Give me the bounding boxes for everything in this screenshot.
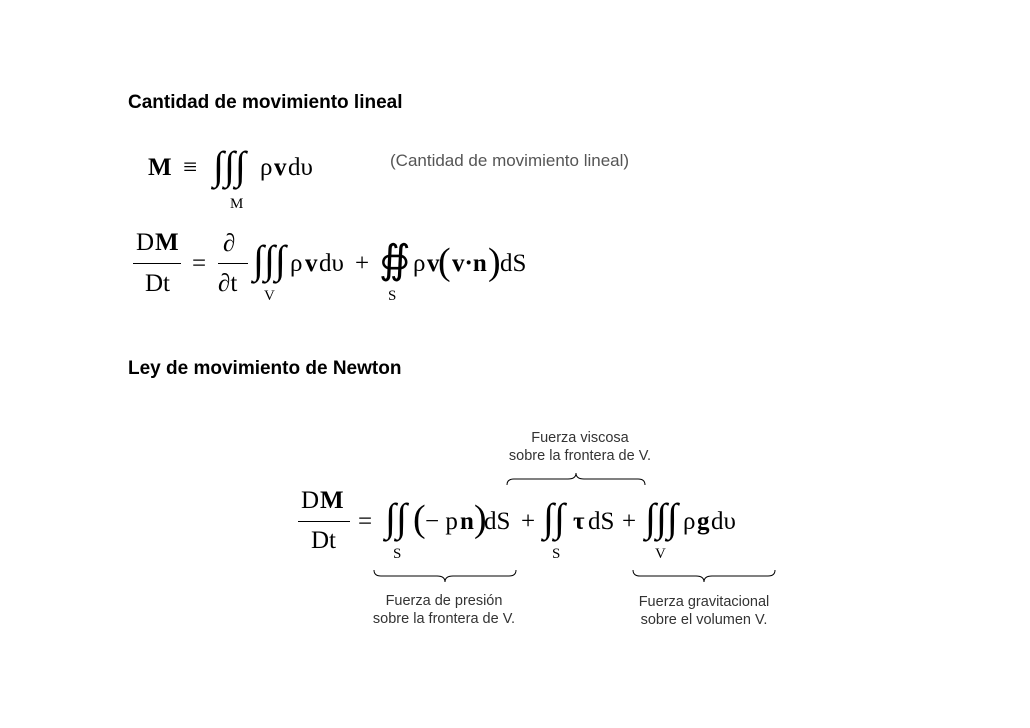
eq2-partial-den: ∂t <box>218 270 238 297</box>
eqN-den-Dt: Dt <box>311 527 336 554</box>
caption-viscous-line2: sobre la frontera de V. <box>508 448 652 464</box>
eq2-term1-rho: ρ <box>290 250 303 277</box>
eq2-term2-vdotn: v·n <box>452 250 487 277</box>
eq2-plus: + <box>355 250 370 277</box>
eqN-gravity-dv: dυ <box>711 508 736 535</box>
eq2-paren-open: ( <box>438 241 451 283</box>
eqN-equals: = <box>358 508 373 535</box>
eq2-num-M: M <box>155 229 179 256</box>
eq1-dv: dυ <box>288 154 313 181</box>
eq1-rho: ρ <box>260 154 273 181</box>
eq2-triple-integral-icon: ∫∫∫ <box>253 237 286 282</box>
section-heading-linear-momentum: Cantidad de movimiento lineal <box>128 92 403 113</box>
eq2-term2-domain-S: S <box>388 288 397 304</box>
eq1-lhs-M: M <box>148 154 172 181</box>
eqN-viscous-integral-icon: ∫∫ <box>543 495 565 540</box>
caption-viscous-line1: Fuerza viscosa <box>531 430 629 446</box>
eqN-pressure-integral-icon: ∫∫ <box>385 495 407 540</box>
eq2-partial-num: ∂ <box>223 230 236 257</box>
brace-pressure-icon <box>373 569 517 583</box>
eq2-den-Dt: Dt <box>145 270 170 297</box>
eqN-pressure-n: n <box>460 508 474 535</box>
eqN-plus1: + <box>521 508 536 535</box>
brace-gravity-icon <box>632 569 776 583</box>
caption-gravity-force <box>604 593 804 629</box>
eq2-fraction-bar <box>133 263 181 264</box>
eq2-term1-v: v <box>305 250 318 277</box>
brace-viscous-icon <box>506 472 646 486</box>
eqN-paren-close: ) <box>474 498 487 540</box>
eq1-triple-integral-icon: ∫∫∫ <box>213 143 246 188</box>
eqN-num-M: M <box>320 487 344 514</box>
eqN-num-D: D <box>301 487 320 514</box>
eq2-paren-close: ) <box>488 241 501 283</box>
eq2-partial-bar <box>218 263 248 264</box>
eq2-term1-domain-V: V <box>264 288 275 304</box>
eq1-equiv-sign: ≡ <box>183 154 198 181</box>
eq1-domain-M: M <box>230 196 244 212</box>
eqN-viscous-domain-S: S <box>552 546 561 562</box>
eqN-pressure-domain-S: S <box>393 546 402 562</box>
eqN-pressure-minus-p: − p <box>425 508 458 535</box>
eq1-note: (Cantidad de movimiento lineal) <box>390 151 630 170</box>
eq2-term1-dv: dυ <box>319 250 344 277</box>
eqN-gravity-domain-V: V <box>655 546 666 562</box>
eqN-gravity-rho: ρ <box>683 508 696 535</box>
caption-gravity-line1: Fuerza gravitacional <box>638 594 770 610</box>
caption-gravity-line2: sobre el volumen V. <box>640 612 768 628</box>
caption-pressure-line1: Fuerza de presión <box>385 593 503 609</box>
eqN-paren-open: ( <box>413 498 426 540</box>
eq2-num-D: D <box>136 229 155 256</box>
eqN-gravity-integral-icon: ∫∫∫ <box>645 495 678 540</box>
eqN-viscous-dS: dS <box>588 508 615 535</box>
caption-pressure-force <box>344 592 544 628</box>
eqN-fraction-bar <box>298 521 350 522</box>
eq2-surface-integral-icon: ∯ <box>379 237 411 282</box>
section-heading-newton-law: Ley de movimiento de Newton <box>128 358 402 379</box>
eqN-plus2: + <box>622 508 637 535</box>
eqN-viscous-tau: τ <box>573 508 585 535</box>
eq2-equals: = <box>192 250 207 277</box>
eqN-pressure-dS: dS <box>484 508 511 535</box>
eqN-gravity-g: g <box>697 508 710 535</box>
caption-pressure-line2: sobre la frontera de V. <box>372 611 516 627</box>
eq2-term2-v: v <box>427 250 440 277</box>
eq2-term2-rho: ρ <box>413 250 426 277</box>
eq1-v: v <box>274 154 287 181</box>
caption-viscous-force <box>480 429 680 465</box>
eq2-term2-dS: dS <box>500 250 527 277</box>
